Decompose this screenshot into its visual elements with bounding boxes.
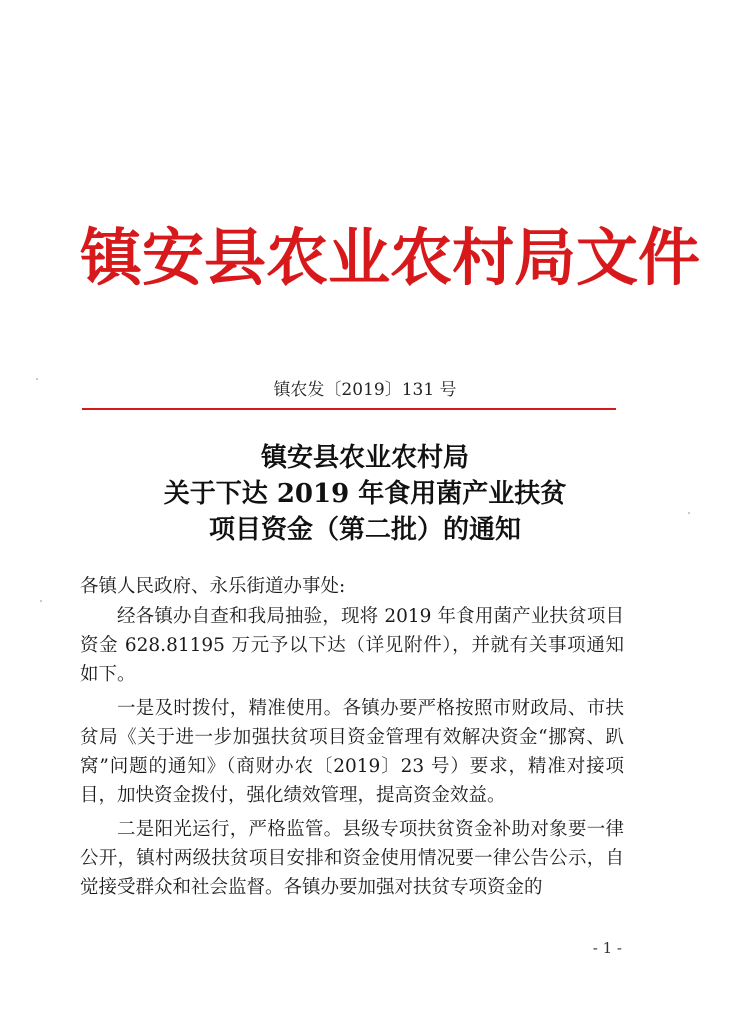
body-paragraph: 经各镇办自查和我局抽验，现将 2019 年食用菌产业扶贫项目资金 628.81195 万元予以下达（详见附件），并就有关事项通知如下。 [80, 606, 624, 685]
salutation: 各镇人民政府、永乐街道办事处: [80, 576, 346, 597]
page-number: - 1 - [592, 939, 622, 957]
scan-speck [688, 512, 690, 514]
title-line: 关于下达 2019 年食用菌产业扶贫 [163, 479, 567, 509]
red-divider-line [82, 408, 616, 410]
body-paragraph: 一是及时拨付，精准使用。各镇办要严格按照市财政局、市扶贫局《关于进一步加强扶贫项目资金管理有效解决资金“挪窝、趴窝”问题的通知》（商财办农〔2019〕23 号）要求，精准对接项目，加快资金拨付，强化绩效管理，提高资金效益。 [80, 698, 624, 806]
issuer-header: 镇安县农业农村局文件 [80, 221, 701, 294]
title-line: 镇安县农业农村局 [260, 443, 469, 473]
scan-speck [40, 600, 42, 602]
scan-speck [36, 378, 38, 380]
document-number: 镇农发〔2019〕131 号 [273, 380, 457, 400]
document-title [0, 440, 730, 548]
body-paragraph: 二是阳光运行，严格监管。县级专项扶贫资金补助对象要一律公开，镇村两级扶贫项目安排和资金使用情况要一律公告公示，自觉接受群众和社会监督。各镇办要加强对扶贫专项资金的 [80, 819, 624, 898]
title-line: 项目资金（第二批）的通知 [208, 515, 521, 545]
document-body [80, 572, 624, 907]
